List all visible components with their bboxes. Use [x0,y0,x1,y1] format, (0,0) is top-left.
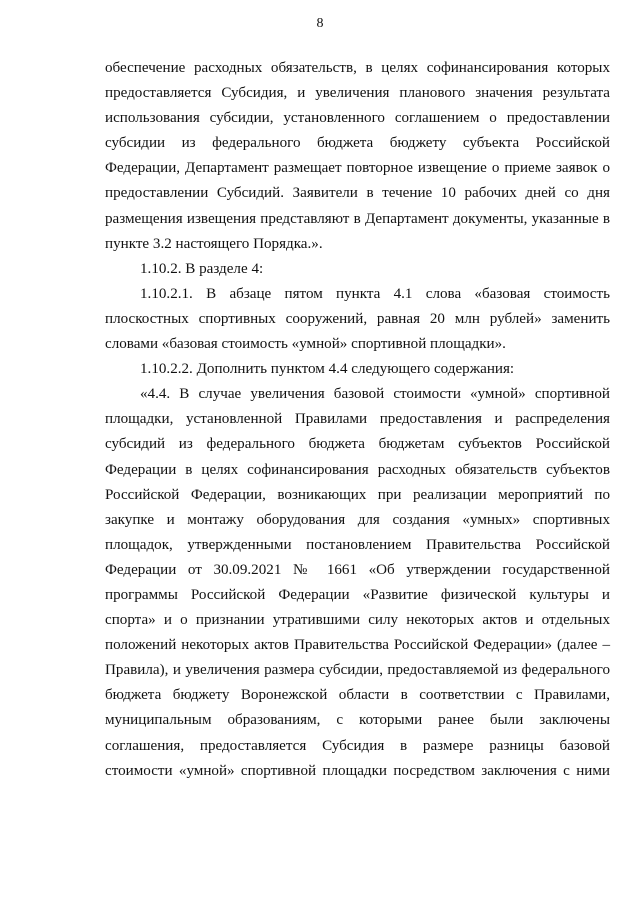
text-line: площадок, утвержденными постановлением Правительства Российской [105,536,610,553]
text-line: использования субсидии, установленного соглашением о предоставлении [105,110,610,127]
text-line: 1.10.2.1. В абзаце пятом пункта 4.1 слова «базовая стоимость [140,285,610,302]
text-line: 1.10.2. В разделе 4: [140,260,264,277]
text-line: Российской Федерации, возникающих при реализации мероприятий по [105,486,610,503]
text-line: спорта» и о признании утратившими силу некоторых актов и отдельных [105,612,610,629]
text-line: программы Российской Федерации «Развитие физической культуры и [105,586,610,603]
document-body [105,56,610,784]
text-line: стоимости «умной» спортивной площадки посредством заключения с ними [105,762,610,779]
text-line: обеспечение расходных обязательств, в целях софинансирования которых [105,60,610,76]
text-line: словами «базовая стоимость «умной» спортивной площадки». [105,336,506,353]
text-line: Федерации, Департамент размещает повторное извещение о приеме заявок о [105,160,610,177]
text-line: плоскостных спортивных сооружений, равная 20 млн рублей» заменить [105,310,610,327]
text-line: предоставляется Субсидия, и увеличения планового значения результата [105,85,610,102]
page-number: 8 [316,16,324,31]
text-line: положений некоторых актов Правительства Российской Федерации» (далее – [105,637,610,654]
text-line: площадки, установленной Правилами предоставления и распределения [105,411,610,428]
text-line: размещения извещения представляют в Департамент документы, указанные в [105,210,610,227]
text-line: 1.10.2.2. Дополнить пунктом 4.4 следующего содержания: [140,361,515,378]
text-line: субсидий из федерального бюджета бюджетам субъектов Российской [105,436,610,453]
text-line: предоставлении Субсидий. Заявители в течение 10 рабочих дней со дня [105,185,610,202]
text-line: закупке и монтажу оборудования для создания «умных» спортивных [105,511,610,528]
text-line: бюджета бюджету Воронежской области в соответствии с Правилами, [105,687,610,704]
text-line: муниципальным образованиям, с которыми ранее были заключены [105,712,610,729]
text-line: Правила), и увеличения размера субсидии, предоставляемой из федерального [105,662,610,679]
text-line: Федерации от 30.09.2021 № 1661 «Об утверждении государственной [105,561,610,578]
text-line: Федерации в целях софинансирования расходных обязательств субъектов [105,461,610,478]
text-line: пункте 3.2 настоящего Порядка.». [105,235,323,252]
text-line: соглашения, предоставляется Субсидия в размере разницы базовой [105,737,610,754]
text-line: «4.4. В случае увеличения базовой стоимости «умной» спортивной [140,386,610,403]
text-line: субсидии из федерального бюджета бюджету субъекта Российской [105,135,610,152]
